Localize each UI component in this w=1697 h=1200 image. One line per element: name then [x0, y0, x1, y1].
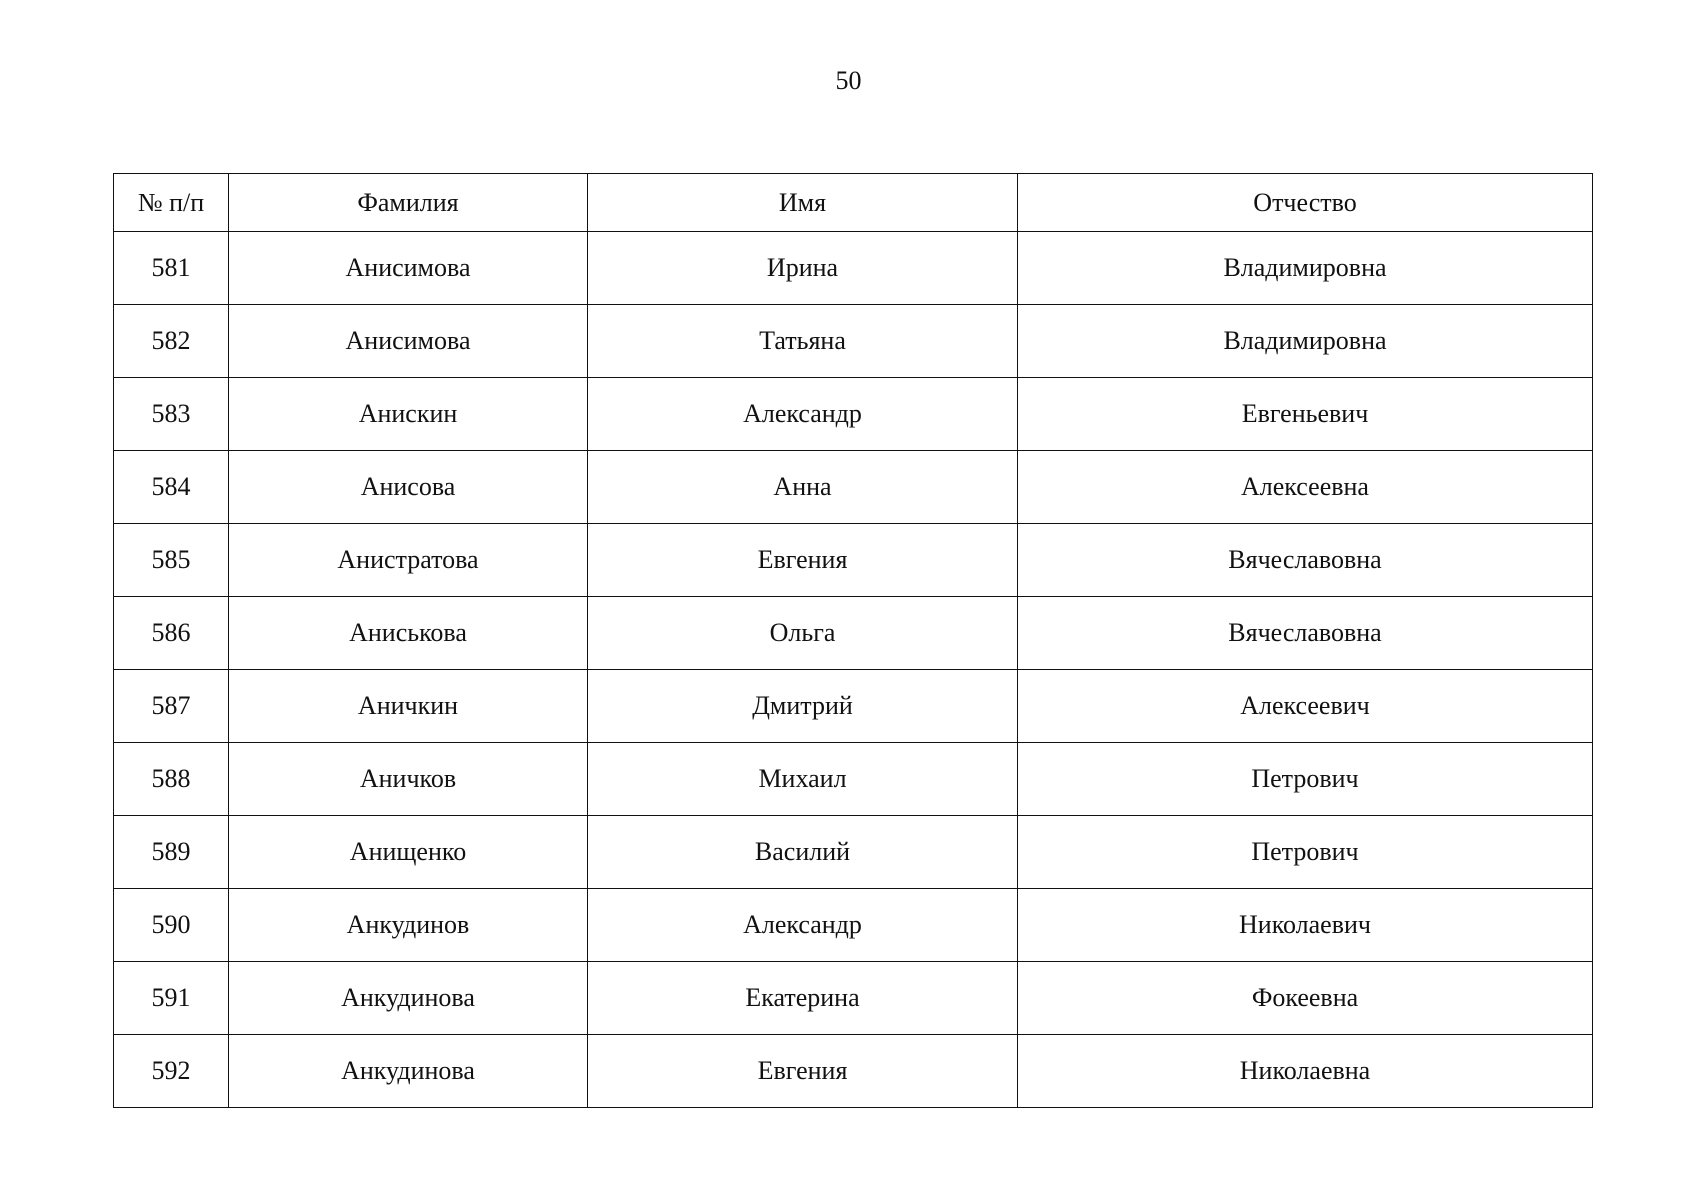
cell-patronymic: Владимировна: [1018, 305, 1593, 378]
cell-patronymic: Фокеевна: [1018, 962, 1593, 1035]
header-patronymic: Отчество: [1018, 174, 1593, 232]
table-row: [114, 743, 1593, 816]
table-row: [114, 1035, 1593, 1108]
table-row: [114, 597, 1593, 670]
table-row: [114, 962, 1593, 1035]
cell-surname: Анкудинова: [229, 1035, 588, 1108]
table-row: [114, 305, 1593, 378]
cell-surname: Анкудинова: [229, 962, 588, 1035]
cell-number: 590: [114, 889, 229, 962]
table-row: [114, 451, 1593, 524]
page-number: 50: [835, 66, 862, 95]
cell-surname: Анискин: [229, 378, 588, 451]
header-row: [114, 174, 1593, 232]
cell-name: Ольга: [588, 597, 1018, 670]
cell-number: 586: [114, 597, 229, 670]
cell-patronymic: Евгеньевич: [1018, 378, 1593, 451]
table-row: [114, 524, 1593, 597]
cell-name: Евгения: [588, 524, 1018, 597]
cell-patronymic: Алексеевна: [1018, 451, 1593, 524]
cell-number: 581: [114, 232, 229, 305]
cell-surname: Аничкин: [229, 670, 588, 743]
cell-surname: Анкудинов: [229, 889, 588, 962]
cell-number: 585: [114, 524, 229, 597]
cell-number: 587: [114, 670, 229, 743]
cell-name: Татьяна: [588, 305, 1018, 378]
cell-surname: Анисимова: [229, 232, 588, 305]
cell-patronymic: Петрович: [1018, 816, 1593, 889]
cell-name: Дмитрий: [588, 670, 1018, 743]
cell-number: 591: [114, 962, 229, 1035]
header-name: Имя: [588, 174, 1018, 232]
cell-surname: Аниськова: [229, 597, 588, 670]
cell-patronymic: Владимировна: [1018, 232, 1593, 305]
people-table: [113, 173, 1593, 1108]
table-row: [114, 889, 1593, 962]
cell-number: 592: [114, 1035, 229, 1108]
cell-number: 583: [114, 378, 229, 451]
cell-patronymic: Вячеславовна: [1018, 524, 1593, 597]
cell-number: 589: [114, 816, 229, 889]
cell-patronymic: Николаевич: [1018, 889, 1593, 962]
table-body: [114, 232, 1593, 1108]
cell-name: Ирина: [588, 232, 1018, 305]
header-surname: Фамилия: [229, 174, 588, 232]
header-number: № п/п: [114, 174, 229, 232]
cell-name: Александр: [588, 889, 1018, 962]
cell-patronymic: Алексеевич: [1018, 670, 1593, 743]
table-row: [114, 670, 1593, 743]
cell-patronymic: Петрович: [1018, 743, 1593, 816]
cell-name: Александр: [588, 378, 1018, 451]
cell-surname: Анисова: [229, 451, 588, 524]
cell-surname: Аничков: [229, 743, 588, 816]
cell-patronymic: Вячеславовна: [1018, 597, 1593, 670]
cell-surname: Анисимова: [229, 305, 588, 378]
cell-number: 588: [114, 743, 229, 816]
cell-number: 582: [114, 305, 229, 378]
table-row: [114, 378, 1593, 451]
table-row: [114, 232, 1593, 305]
cell-name: Василий: [588, 816, 1018, 889]
cell-number: 584: [114, 451, 229, 524]
cell-name: Михаил: [588, 743, 1018, 816]
cell-name: Екатерина: [588, 962, 1018, 1035]
cell-surname: Анищенко: [229, 816, 588, 889]
cell-name: Евгения: [588, 1035, 1018, 1108]
cell-surname: Анистратова: [229, 524, 588, 597]
cell-name: Анна: [588, 451, 1018, 524]
cell-patronymic: Николаевна: [1018, 1035, 1593, 1108]
table-row: [114, 816, 1593, 889]
table-header: [114, 174, 1593, 232]
